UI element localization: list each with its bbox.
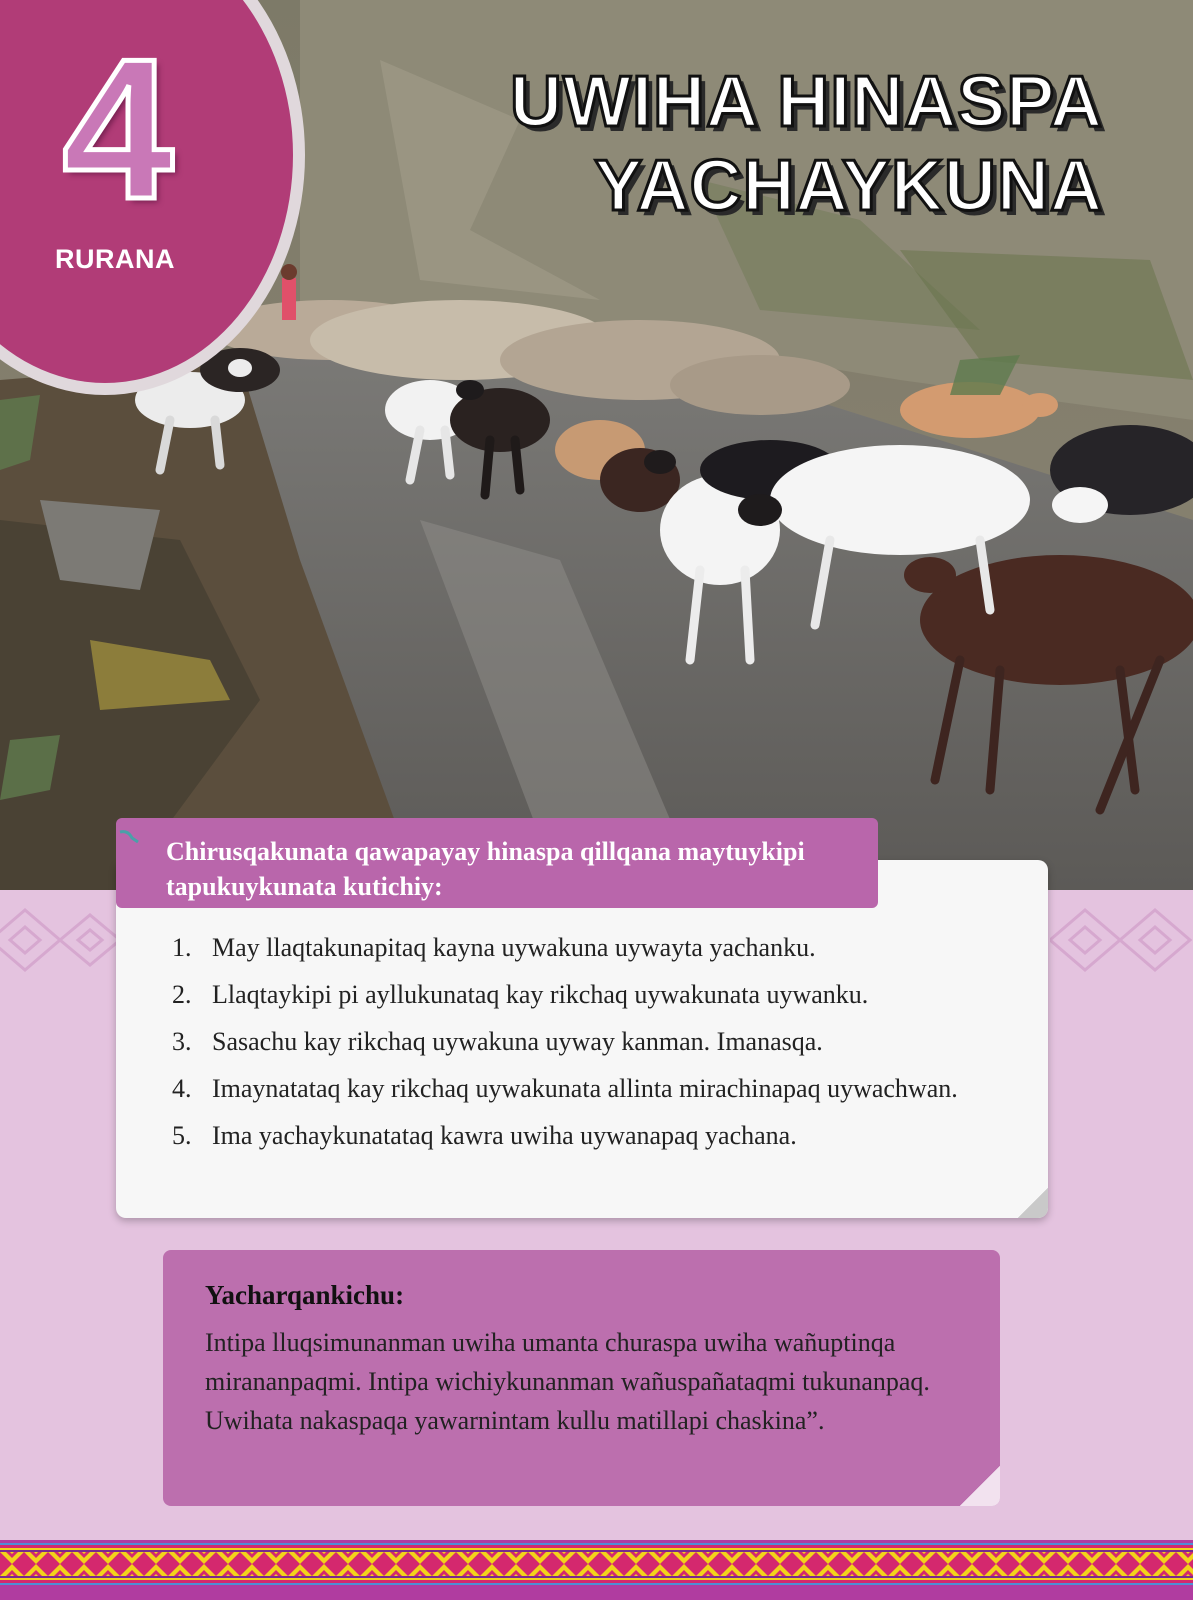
question-text: May llaqtakunapitaq kayna uywakuna uywayta yachanku. <box>212 933 816 962</box>
unit-label: RURANA <box>55 244 175 274</box>
question-text: Llaqtaykipi pi ayllukunataq kay rikchaq uywakunata uywanku. <box>212 980 869 1009</box>
question-item <box>172 1024 1002 1060</box>
question-item <box>172 977 1002 1013</box>
question-text: Imaynatataq kay rikchaq uywakunata allinta mirachinapaq uywachwan. <box>212 1074 958 1103</box>
page-fold-icon <box>960 1466 1000 1506</box>
did-you-know-box <box>163 1250 1000 1506</box>
questions-list <box>172 930 1002 1165</box>
question-number: 3. <box>172 1027 192 1056</box>
question-number: 4. <box>172 1074 192 1103</box>
pin-icon <box>118 828 142 848</box>
questions-header <box>116 818 878 908</box>
question-item <box>172 930 1002 966</box>
woven-border-strip <box>0 1540 1193 1600</box>
page-title-line-2: YACHAYKUNA <box>594 146 1103 226</box>
diamond-pattern-right-icon <box>1050 905 1193 975</box>
did-you-know-title: Yacharqankichu: <box>205 1280 405 1310</box>
question-number: 1. <box>172 933 192 962</box>
diamond-pattern-left-icon <box>0 905 120 975</box>
question-item <box>172 1071 1002 1107</box>
questions-header-text: Chirusqakunata qawapayay hinaspa qillqana maytuykipi tapukuykunata kutichiy: <box>166 837 805 901</box>
unit-number: 4 <box>62 18 174 241</box>
page-fold-icon <box>1018 1188 1048 1218</box>
question-text: Ima yachaykunatataq kawra uwiha uywanapaq yachana. <box>212 1121 797 1150</box>
did-you-know-body: Intipa lluqsimunanman uwiha umanta churaspa uwiha wañuptinqa mirananpaqmi. Intipa wichiykunanman wañuspañataqmi tukunanpaq. Uwihata nakaspaqa yawarnintam kullu matillapi chaskina”. <box>205 1328 930 1435</box>
question-item <box>172 1118 1002 1154</box>
page-title-line-1: UWIHA HINASPA <box>510 62 1103 142</box>
question-number: 2. <box>172 980 192 1009</box>
question-text: Sasachu kay rikchaq uywakuna uyway kanman. Imanasqa. <box>212 1027 823 1056</box>
page-title <box>383 60 1103 228</box>
question-number: 5. <box>172 1121 192 1150</box>
